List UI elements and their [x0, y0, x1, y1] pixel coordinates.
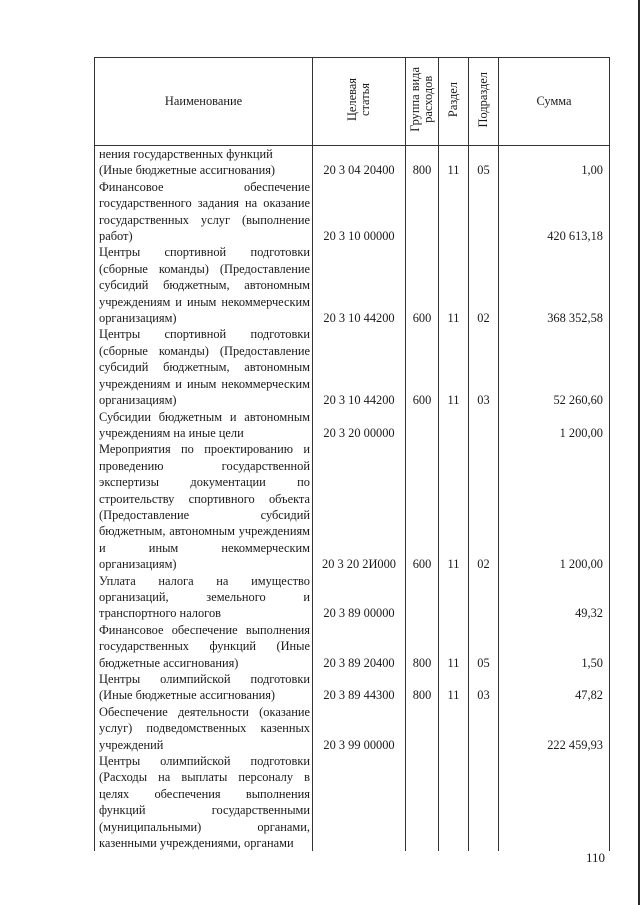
row-subsection: 05 — [469, 146, 499, 179]
row-target-article: 20 3 89 20400 — [313, 622, 406, 671]
header-target-article: Целевая статья — [313, 58, 406, 146]
table-row — [95, 622, 610, 671]
row-name: Финансовое обеспечение государственного задания на оказание государственных услуг (выполнение работ) — [95, 179, 313, 245]
row-name: Финансовое обеспечение выполнения государственных функций (Иные бюджетные ассигнования) — [95, 622, 313, 671]
row-sum: 1 200,00 — [499, 409, 610, 442]
row-subsection — [469, 704, 499, 753]
table-row — [95, 146, 610, 179]
row-sum: 420 613,18 — [499, 179, 610, 245]
row-section — [439, 179, 469, 245]
page-number: 110 — [586, 850, 606, 865]
row-name: Субсидии бюджетным и автономным учреждениям на иные цели — [95, 409, 313, 442]
row-expense-group: 600 — [406, 326, 439, 408]
row-section: 11 — [439, 146, 469, 179]
table-body — [95, 146, 610, 852]
row-sum: 368 352,58 — [499, 244, 610, 326]
row-sum: 1 200,00 — [499, 441, 610, 572]
header-sum: Сумма — [499, 58, 610, 146]
row-target-article: 20 3 20 00000 — [313, 409, 406, 442]
table-row — [95, 573, 610, 622]
row-name: Мероприятия по проектированию и проведению государственной экспертизы документации по строительству спортивного объекта (Предоставление субсидий бюджетным, автономным учреждениям и иным некоммерческим организациям) — [95, 441, 313, 572]
header-expense-group: Группа вида расходов — [406, 58, 439, 146]
row-sum: 52 260,60 — [499, 326, 610, 408]
row-expense-group — [406, 704, 439, 753]
row-section — [439, 753, 469, 851]
row-subsection — [469, 179, 499, 245]
row-section — [439, 704, 469, 753]
row-target-article: 20 3 89 44300 — [313, 671, 406, 704]
row-name: нения государственных функций (Иные бюджетные ассигнования) — [95, 146, 313, 179]
row-name: Центры спортивной подготовки (сборные команды) (Предоставление субсидий бюджетным, автономным учреждениям и иным некоммерческим организациям) — [95, 326, 313, 408]
table-row — [95, 179, 610, 245]
row-section: 11 — [439, 622, 469, 671]
row-target-article: 20 3 10 00000 — [313, 179, 406, 245]
header-name: Наименование — [95, 58, 313, 146]
table-row — [95, 409, 610, 442]
header-subsection: Подраздел — [469, 58, 499, 146]
row-target-article: 20 3 99 00000 — [313, 704, 406, 753]
row-name: Уплата налога на имущество организаций, земельного и транспортного налогов — [95, 573, 313, 622]
table-row — [95, 441, 610, 572]
table-row — [95, 753, 610, 851]
header-section: Раздел — [439, 58, 469, 146]
row-target-article: 20 3 20 2И000 — [313, 441, 406, 572]
row-section — [439, 573, 469, 622]
row-name: Центры олимпийской подготовки (Расходы на выплаты персоналу в целях обеспечения выполнения функций государственными (муниципальными) органами, казенными учреждениями, органами — [95, 753, 313, 851]
row-target-article: 20 3 10 44200 — [313, 244, 406, 326]
row-section: 11 — [439, 244, 469, 326]
row-section: 11 — [439, 671, 469, 704]
table-row — [95, 704, 610, 753]
row-target-article: 20 3 89 00000 — [313, 573, 406, 622]
row-expense-group: 800 — [406, 146, 439, 179]
row-sum: 222 459,93 — [499, 704, 610, 753]
row-sum: 47,82 — [499, 671, 610, 704]
row-subsection: 03 — [469, 326, 499, 408]
row-section: 11 — [439, 326, 469, 408]
row-expense-group — [406, 573, 439, 622]
row-subsection: 02 — [469, 244, 499, 326]
row-expense-group — [406, 179, 439, 245]
row-sum: 49,32 — [499, 573, 610, 622]
table-row — [95, 244, 610, 326]
table-row — [95, 671, 610, 704]
row-section: 11 — [439, 441, 469, 572]
row-subsection: 03 — [469, 671, 499, 704]
row-subsection — [469, 753, 499, 851]
row-section — [439, 409, 469, 442]
row-expense-group: 600 — [406, 244, 439, 326]
budget-table — [94, 57, 610, 851]
row-name: Центры олимпийской подготовки (Иные бюджетные ассигнования) — [95, 671, 313, 704]
row-name: Центры спортивной подготовки (сборные команды) (Предоставление субсидий бюджетным, автономным учреждениям и иным некоммерческим организациям) — [95, 244, 313, 326]
row-target-article: 20 3 04 20400 — [313, 146, 406, 179]
row-name: Обеспечение деятельности (оказание услуг) подведомственных казенных учреждений — [95, 704, 313, 753]
row-expense-group: 600 — [406, 441, 439, 572]
row-subsection — [469, 573, 499, 622]
row-target-article: 20 3 10 44200 — [313, 326, 406, 408]
row-subsection — [469, 409, 499, 442]
table-row — [95, 326, 610, 408]
row-expense-group — [406, 753, 439, 851]
row-sum: 1,50 — [499, 622, 610, 671]
row-sum: 1,00 — [499, 146, 610, 179]
row-expense-group: 800 — [406, 622, 439, 671]
row-expense-group: 800 — [406, 671, 439, 704]
row-target-article — [313, 753, 406, 851]
row-sum — [499, 753, 610, 851]
row-subsection: 05 — [469, 622, 499, 671]
table-header — [95, 58, 610, 146]
row-expense-group — [406, 409, 439, 442]
row-subsection: 02 — [469, 441, 499, 572]
